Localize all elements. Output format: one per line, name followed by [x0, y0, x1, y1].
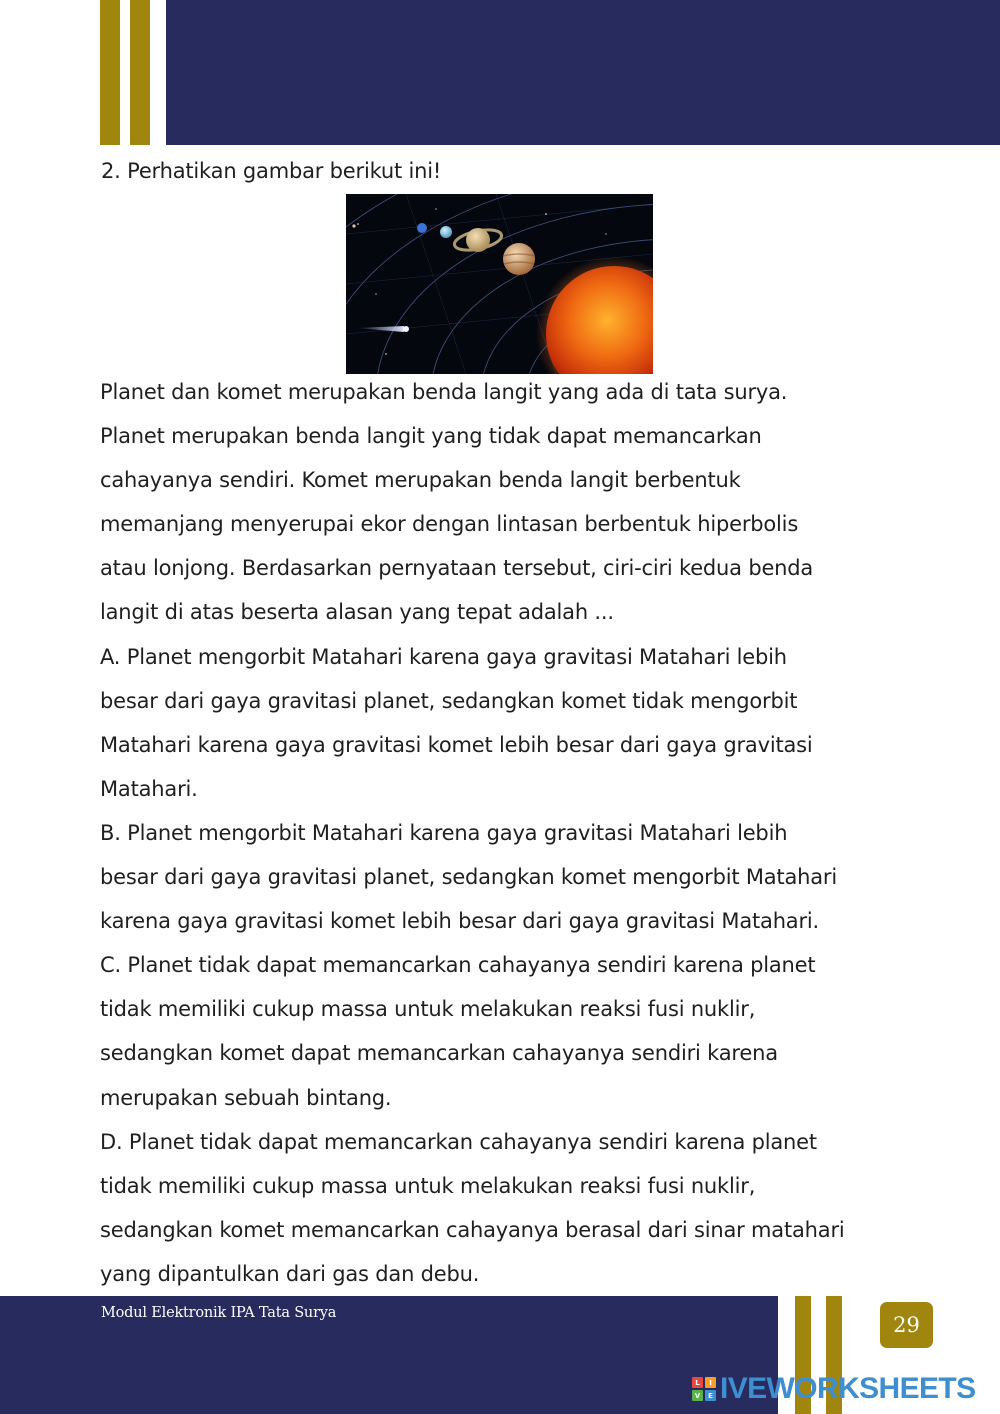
grid-letter: E [705, 1390, 716, 1401]
option-b-line: besar dari gaya gravitasi planet, sedangkan komet mengorbit Matahari [100, 865, 837, 890]
question-title: 2. Perhatikan gambar berikut ini! [101, 159, 442, 183]
stem-line: Planet dan komet merupakan benda langit yang ada di tata surya. [100, 380, 788, 404]
stem-line: atau lonjong. Berdasarkan pernyataan tersebut, ciri-ciri kedua benda [100, 556, 814, 581]
page-number-badge: 29 [880, 1302, 933, 1348]
option-d-line: tidak memiliki cukup massa untuk melakukan reaksi fusi nuklir, [100, 1173, 756, 1198]
header-gold-stripe-left [100, 0, 120, 145]
stem-line: memanjang menyerupai ekor dengan lintasan berbentuk hiperbolis [100, 512, 799, 537]
question-stem [100, 370, 900, 635]
stem-line: Planet merupakan benda langit yang tidak dapat memancarkan [100, 424, 762, 449]
option-a-line: besar dari gaya gravitasi planet, sedangkan komet tidak mengorbit [100, 688, 798, 713]
grid-letter: I [705, 1377, 716, 1388]
option-b-line: B. Planet mengorbit Matahari karena gaya gravitasi Matahari lebih [100, 820, 788, 845]
stem-line: langit di atas beserta alasan yang tepat adalah ... [100, 600, 614, 625]
header-band [166, 0, 1000, 145]
option-c[interactable] [100, 943, 900, 1119]
option-b-line: karena gaya gravitasi komet lebih besar dari gaya gravitasi Matahari. [100, 909, 820, 934]
liveworksheets-logo[interactable] [692, 1372, 976, 1406]
option-d[interactable] [100, 1120, 900, 1296]
option-c-line: tidak memiliki cukup massa untuk melakukan reaksi fusi nuklir, [100, 997, 756, 1022]
grid-letter: V [692, 1390, 703, 1401]
liveworksheets-wordmark: IVEWORKSHEETS [720, 1372, 976, 1405]
question-content [100, 370, 900, 1296]
option-a-line: Matahari karena gaya gravitasi komet lebih besar dari gaya gravitasi [100, 732, 813, 757]
option-a[interactable] [100, 635, 900, 811]
grid-letter: L [692, 1377, 703, 1388]
option-d-line: sedangkan komet memancarkan cahayanya berasal dari sinar matahari [100, 1217, 845, 1242]
option-b[interactable] [100, 811, 900, 943]
header-gold-stripe-right [130, 0, 150, 145]
stem-line: cahayanya sendiri. Komet merupakan benda langit berbentuk [100, 468, 741, 493]
option-a-line: Matahari. [100, 776, 198, 801]
option-d-line: D. Planet tidak dapat memancarkan cahayanya sendiri karena planet [100, 1129, 817, 1154]
liveworksheets-grid-icon [692, 1377, 716, 1401]
solar-system-image [346, 194, 653, 374]
option-c-line: sedangkan komet dapat memancarkan cahayanya sendiri karena [100, 1041, 778, 1066]
option-c-line: C. Planet tidak dapat memancarkan cahayanya sendiri karena planet [100, 953, 816, 978]
option-c-line: merupakan sebuah bintang. [100, 1085, 392, 1110]
option-d-line: yang dipantulkan dari gas dan debu. [100, 1261, 480, 1286]
option-a-line: A. Planet mengorbit Matahari karena gaya gravitasi Matahari lebih [100, 644, 787, 669]
module-title: Modul Elektronik IPA Tata Surya [101, 1305, 337, 1321]
